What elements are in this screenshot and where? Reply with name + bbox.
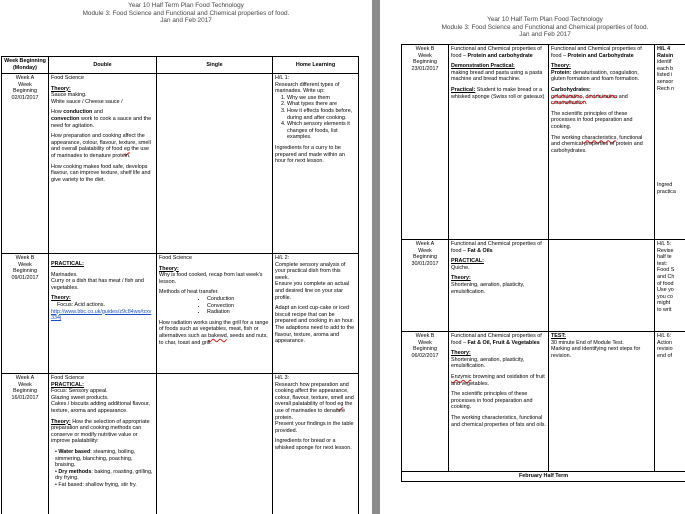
col-header-week: Week Beginning (Monday) [2,57,49,74]
cell-text: gelatinisation, dextrinisation and caramelisation. [551,93,628,107]
cell-text: revisio [657,346,673,353]
cell-text: of food [657,280,674,287]
table-row [402,472,685,482]
list-item: • Conduction [207,296,270,303]
cell-text: Present your findings in the table provided. [275,421,354,434]
list-item: 2. What types there are [287,101,356,108]
list-item: 1. Why we use them [287,95,356,102]
home-learning-cell [655,240,685,332]
cell-heading: Functional and Chemical properties of food – Protein and Carbohydrate [551,46,642,59]
cell-text: Ingredients for bread or a whisked sponge for next lesson. [275,438,352,451]
week-label: Week [418,247,432,254]
cell-heading: Functional and Chemical properties of food – Fat & Oils [451,241,542,254]
cell-text: Cakes / biscuits adding additional flavour, texture, aroma and appearance. [51,401,150,414]
header-line-1: Year 10 Half Term Plan Food Technology [128,2,244,9]
theory-label: Theory: [551,63,571,70]
cell-text: Practical: Student to make bread or a whisked sponge (Swiss roll or gateaux) [451,86,545,100]
cell-text: Protein: denaturisation, coagulation, gluten formation and foam formation. [551,69,640,83]
cell-text: practica [657,188,676,195]
header-line-3: Jan and Feb 2017 [519,31,571,39]
header-line-2: Module 3: Food Science and Functional and Chemical properties of food. [441,23,649,31]
home-learning-cell [655,332,685,472]
cell-text: Methods of heat transfer. [159,289,219,296]
week-label: Week [18,261,32,268]
double-cell [49,74,157,254]
double-cell [49,254,157,374]
week-date: 16/01/2017 [11,394,39,401]
week-label: Week A [415,241,435,247]
week-label: Week [18,381,32,388]
single-cell [549,240,655,332]
header-line-2: Module 3: Food Science and Functional and Chemical properties of food. [82,9,290,17]
single-cell [157,254,273,374]
double-cell [449,240,549,332]
week-label: Week [18,81,32,88]
cell-text: end of [657,352,672,359]
table-row [402,332,685,472]
heat-transfer-list [159,296,270,316]
cell-text: Shortening, aeration, plasticity, emulsification. [451,356,525,370]
cell-text: Use yo [657,287,674,294]
half-term-banner: February Half Term [402,472,685,482]
single-cell [157,74,273,254]
cell-text: The scientific principles of these processes in food preparation and cooking. [551,110,633,130]
home-learning-cell [655,45,685,240]
double-cell [449,332,549,472]
bbc-guide-link[interactable]: http://www.bbc.co.uk/guides/z9c84wx#zxv334j [51,308,152,322]
cell-heading: Food Science [51,75,84,81]
week-label: Beginning [413,254,437,261]
hl-title: H/L 2: [275,255,290,261]
cell-text: How radiation works using the grill for a range of foods such as vegetables, meat, fish or alternatives such as bakewd, seeds and nuts, to char, toast and grill. [159,319,269,346]
cell-text: half te [657,254,672,261]
list-item: • Convection [207,303,270,310]
cell-text: Shortening, aeration, plasticity, emulsification. [451,281,525,295]
home-learning-cell [273,74,359,254]
week-date: 23/01/2017 [411,65,439,72]
week-date: 09/01/2017 [11,274,39,281]
home-learning-cell [273,254,359,374]
cell-heading: Food Science [51,375,84,381]
cell-text: White sauce / Cheese sauce / [51,98,123,105]
week-label: Week A [15,75,35,81]
col-header-home-learning: Home Learning [273,57,359,74]
theory-label: Theory: [51,85,71,92]
list-item: 3. How it effects foods before, during and after cooking. [287,108,356,121]
table-row [402,240,685,332]
week-label: Beginning [413,346,437,353]
hl-title: H/L 1: [275,75,290,81]
week-label: Beginning [13,388,37,395]
cell-text: Ensure you complete an actual and desired line on your star profile. [275,281,350,301]
cell-text: Adapt an iced cup-cake or iced biscuit recipe that can be prepared and cooking in an hour. The adaptions need to add to the flavour, texture, aroma and appearance. [275,305,355,345]
cell-text: The working characteristics, functional and chemical properties of protein and carbohydrates. [551,134,643,154]
cell-text: Marinades. [51,271,78,278]
cell-text: 30 minute End of Module Test. [551,339,624,346]
hl-title: H/L 3: [275,375,290,381]
list-item: • Water based: steaming, boiling, simmering, blanching, poaching, braising. [55,448,136,469]
hl-title: H/L 6: [657,333,672,339]
cell-text: Focus: Acid actions. [57,301,105,308]
cell-text: Raisin [657,52,674,59]
page-2 [380,0,685,514]
theory-label: Theory: [159,265,179,272]
cell-text: Ingred [657,182,673,189]
cell-text: The working characteristics, functional and chemical properties of fats and oils. [451,414,546,428]
hl-list [275,95,356,141]
week-date: 30/01/2017 [411,260,439,267]
cell-text: How preparation and cooking affect the appearance, colour, flavour, texture, smell and overall palatability of food eg the use of marinades to denature protein. [51,133,151,159]
week-cell [2,254,49,374]
cell-text: Curry or a dish that has meat / fish and vegetables. [51,278,144,291]
cell-text: listed i [657,72,673,79]
week-cell [2,374,49,514]
cell-text: you co [657,293,673,300]
carb-label: Carbohydrates: [551,86,591,93]
home-learning-cell [273,374,359,514]
week-cell [2,74,49,254]
practical-label: PRACTICAL: [51,381,84,388]
cell-text: How cooking makes food safe, develops flavour, can improve texture, shelf life and give variety to the diet. [51,163,151,183]
cell-text: each b [657,65,674,72]
single-cell [549,332,655,472]
practical-label: PRACTICAL: [51,261,84,267]
cell-text: Theory: How the selection of appropriate preparation and cooking methods can conserve or modify nutritive value or improve palatability: [51,418,150,445]
hl-title: H/L 5: [657,241,672,247]
double-cell [449,45,549,240]
cell-text: Sauce making. [51,92,87,99]
week-label: Week B [15,255,35,261]
practical-label: PRACTICAL: [451,258,484,265]
table-row [402,45,685,240]
cell-text: Quiche. [451,264,470,271]
cell-text: to writ [657,306,672,313]
col-header-single: Single [157,57,273,74]
cell-text: Focus: Sensory appeal. [51,388,108,395]
cell-text: identif [657,59,672,66]
list-item: • Radiation [207,309,270,316]
cell-text: How conduction and convection work to cook a sauce and the need for agitation. [51,109,152,129]
cell-text: Why is food cooked, recap from last week's lesson. [159,272,263,285]
week-label: Beginning [13,88,37,95]
single-cell [157,374,273,514]
page-header [0,2,372,25]
list-item: • Dry methods: baking, roasting, grilling, dry frying. [55,468,153,482]
theory-label: Theory: [51,295,71,302]
week-label: Week [418,52,432,59]
cell-text: Research different types of marinades. Write up: [275,81,340,95]
col-header-double: Double [49,57,157,74]
plan-table-page-1 [1,56,359,514]
week-date: 06/02/2017 [411,352,439,359]
cell-text: and Ch [657,273,675,280]
hl-title: H/L 4 [657,46,671,52]
cell-text: sensor [657,78,674,85]
week-label: Week B [415,46,435,52]
cell-text: Glazing sweet products. [51,394,109,401]
cooking-methods-list [51,449,154,489]
list-item: 4. Which sensory elements it changes of foods, list examples. [287,121,356,141]
cell-text: Food S [657,267,675,274]
week-cell [402,45,449,240]
cell-text: Action [657,339,672,346]
cell-text: making bread and pasta using a pasta machine and bread machine. [451,69,543,83]
cell-text: Revise [657,247,674,254]
cell-text: Marking and identifying next steps for revision. [551,346,641,359]
cell-heading: Food Science [159,255,192,261]
week-cell [402,240,449,332]
list-item: • Fat based: shallow frying, stir fry. [55,481,137,488]
week-date: 02/01/2017 [11,94,39,101]
theory-label: Theory: [451,275,471,282]
cell-text: test: [657,260,668,267]
plan-table-page-2 [401,44,685,482]
week-label: Week [418,339,432,346]
header-line-1: Year 10 Half Term Plan Food Technology [487,16,603,23]
cell-text: Enzymic browning and oxidation of fruit and vegetables. [451,373,545,387]
cell-heading: Functional and Chemical properties of food – Fat & Oil, Fruit & Vegetables [451,333,542,346]
cell-text: Research how preparation and cooking affect the appearance, colour, flavour, texture, smell and overall palatability of food eg the use of marinades to denature protein. [275,381,354,421]
table-row [2,374,359,514]
demo-label: Demonstration Practical: [451,63,515,70]
week-label: Week B [415,333,435,339]
table-row [2,74,359,254]
cell-text: might [657,300,671,307]
cell-text: Ingredients for a curry to be prepared and made within an hour for next lesson. [275,144,345,165]
week-label: Beginning [413,59,437,66]
test-label: TEST: [551,333,566,339]
week-label: Beginning [13,268,37,275]
double-cell [49,374,157,514]
theory-label: Theory: [451,350,471,357]
table-header-row [2,57,359,74]
table-row [2,254,359,374]
week-label: Week A [15,375,35,381]
cell-text: Rech n [657,85,675,92]
cell-text: The scientific principles of these processes in food preparation and cooking. [451,391,533,411]
cell-heading: Functional and Chemical properties of food – Protein and carbohydrate [451,46,542,59]
page-header [380,16,685,39]
single-cell [549,45,655,240]
cell-text: Complete sensory analysis of your practical dish from this week. [275,261,346,281]
week-cell [402,332,449,472]
header-line-3: Jan and Feb 2017 [160,17,212,25]
